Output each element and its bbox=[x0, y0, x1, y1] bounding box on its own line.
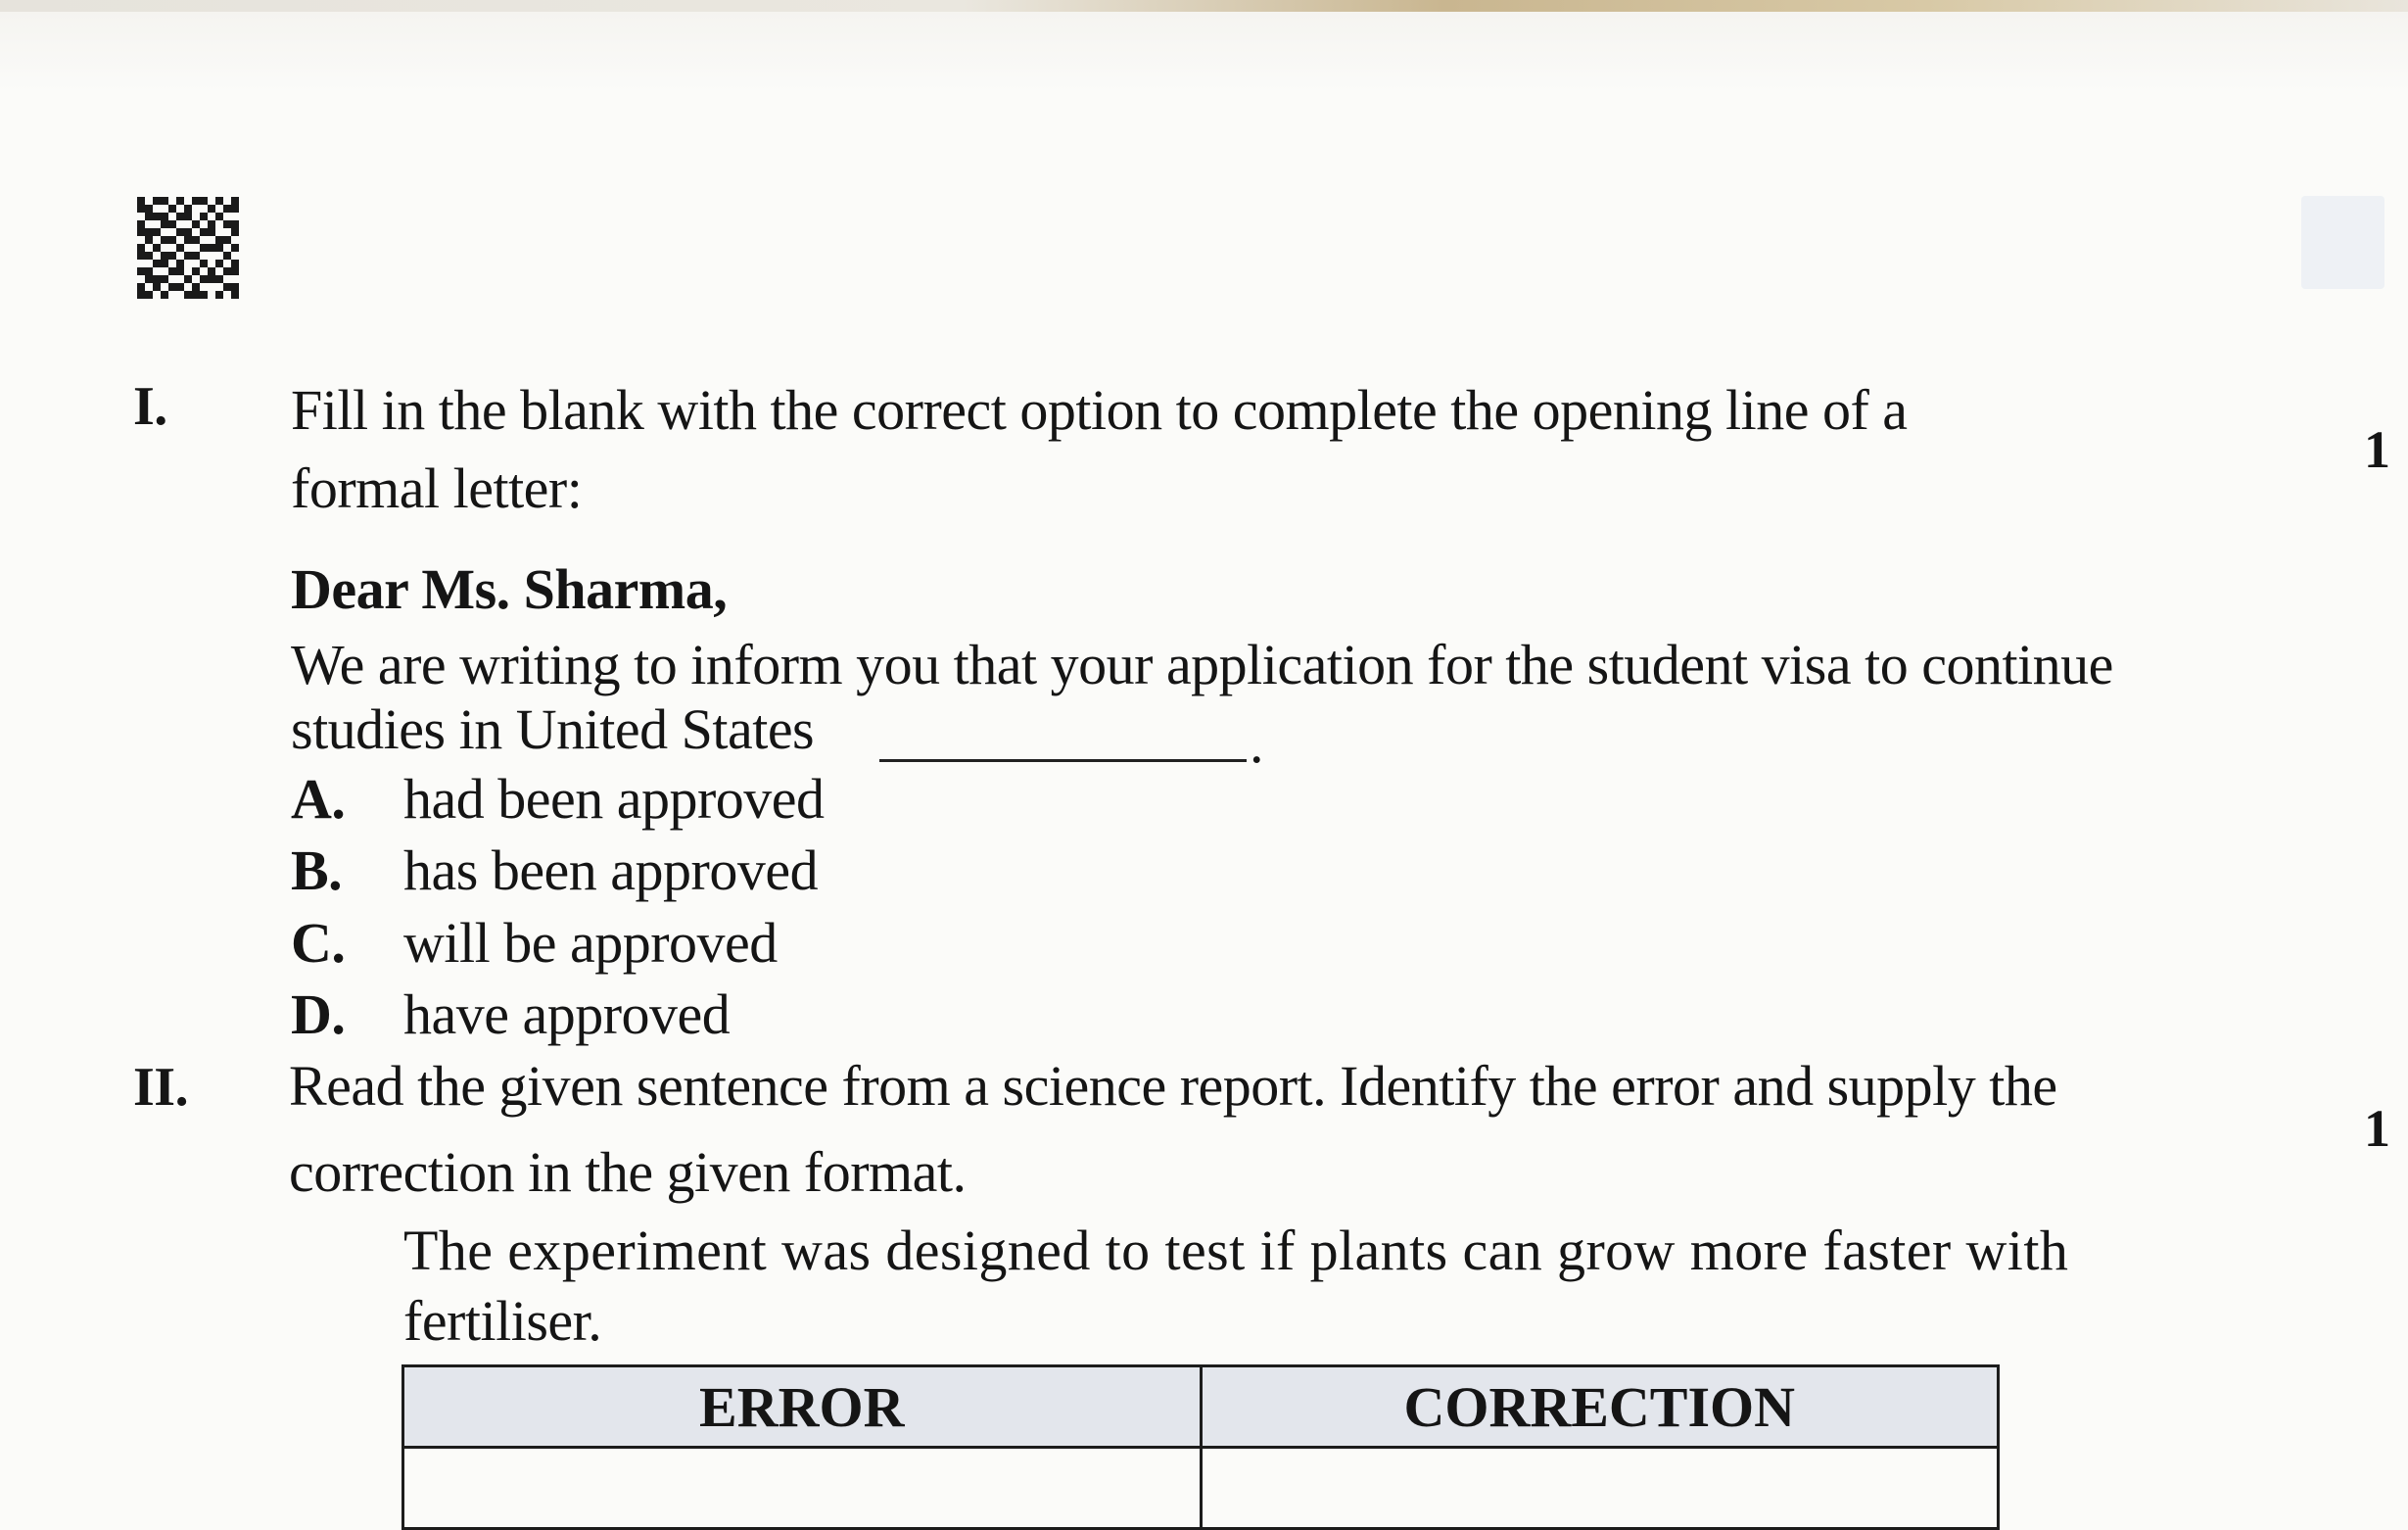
page-top-edge bbox=[0, 0, 2408, 12]
blank-period: . bbox=[1250, 711, 1264, 775]
error-sentence-line-1: The experiment was designed to test if plants can grow more faster with bbox=[403, 1219, 2069, 1282]
question-1-number: I. bbox=[133, 376, 167, 437]
error-column-header: ERROR bbox=[403, 1366, 1202, 1448]
option-a-text[interactable]: had been approved bbox=[403, 767, 825, 831]
option-b-text[interactable]: has been approved bbox=[403, 838, 819, 902]
option-b-letter: B. bbox=[291, 838, 343, 902]
option-c-letter: C. bbox=[291, 911, 346, 975]
table-header-row bbox=[403, 1366, 1999, 1448]
fill-in-blank[interactable] bbox=[879, 759, 1247, 762]
question-2-number: II. bbox=[133, 1057, 189, 1118]
error-correction-table bbox=[401, 1364, 2000, 1530]
question-2-marks: 1 bbox=[2364, 1099, 2390, 1158]
error-sentence-line-2: fertiliser. bbox=[403, 1289, 602, 1353]
qr-code-icon bbox=[137, 194, 239, 302]
question-2-instruction-line-1: Read the given sentence from a science report. Identify the error and supply the bbox=[289, 1054, 2057, 1118]
option-a-letter: A. bbox=[291, 767, 346, 831]
corner-mark bbox=[2301, 196, 2384, 289]
error-answer-cell[interactable] bbox=[403, 1448, 1202, 1529]
option-d-letter: D. bbox=[291, 982, 346, 1046]
question-1-marks: 1 bbox=[2364, 420, 2390, 479]
option-d-text[interactable]: have approved bbox=[403, 982, 731, 1046]
correction-column-header: CORRECTION bbox=[1201, 1366, 1999, 1448]
correction-answer-cell[interactable] bbox=[1201, 1448, 1999, 1529]
table-row bbox=[403, 1448, 1999, 1529]
option-c-text[interactable]: will be approved bbox=[403, 911, 778, 975]
question-1-instruction-line-1: Fill in the blank with the correct option to complete the opening line of a bbox=[291, 378, 1908, 442]
letter-body-line-2: studies in United States bbox=[291, 697, 815, 761]
letter-salutation: Dear Ms. Sharma, bbox=[291, 557, 728, 621]
question-1-instruction-line-2: formal letter: bbox=[291, 456, 583, 520]
question-2-instruction-line-2: correction in the given format. bbox=[289, 1140, 967, 1204]
letter-body-line-1: We are writing to inform you that your application for the student visa to continue bbox=[291, 633, 2113, 696]
